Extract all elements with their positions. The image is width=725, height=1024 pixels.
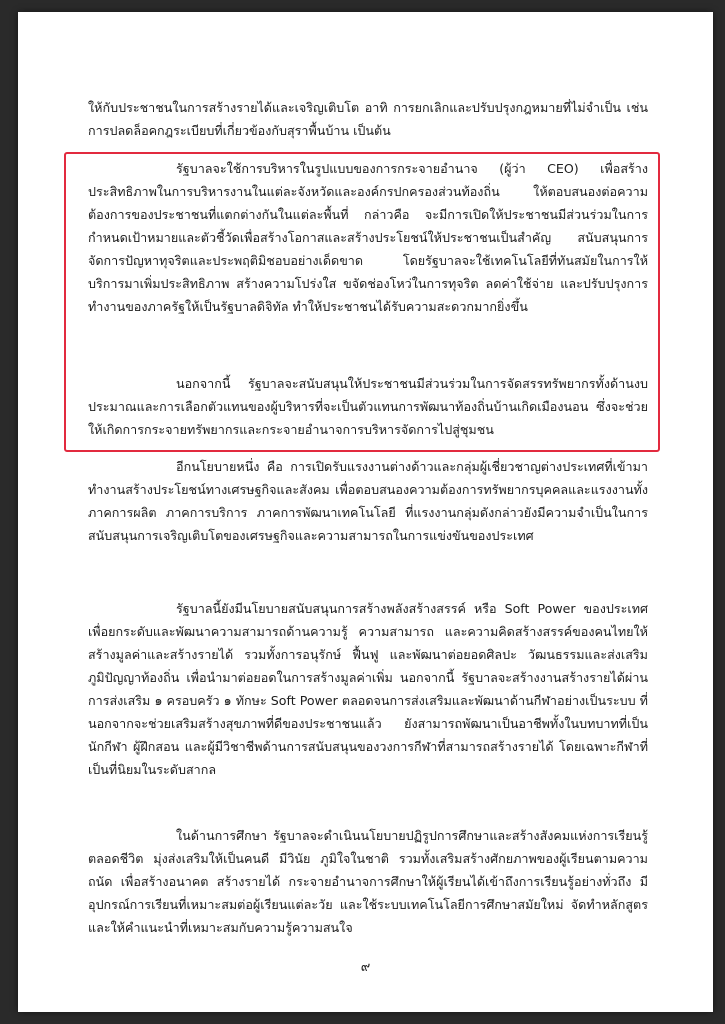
- document-page: [18, 12, 713, 1012]
- paragraph-intro-continuation: ให้กับประชาชนในการสร้างรายได้และเจริญเติบโต อาทิ การยกเลิกและปรับปรุงกฎหมายที่ไม่จำเป็น เช่น การปลดล็อคกฎระเบียบที่เกี่ยวข้องกับสุราพื้นบ้าน เป็นต้น: [88, 100, 648, 138]
- paragraph-decentralization: รัฐบาลจะใช้การบริหารในรูปแบบของการกระจายอำนาจ (ผู้ว่า CEO) เพื่อสร้างประสิทธิภาพในการบริหารงานในแต่ละจังหวัดและองค์กรปกครองส่วนท้องถิ่น ให้ตอบสนองต่อความต้องการของประชาชนที่แตกต่างกันในแต่ละพื้นที่ กล่าวคือ จะมีการเปิดให้ประชาชนมีส่วนร่วมในการกำหนดเป้าหมายและตัวชี้วัดเพื่อสร้างโอกาสและสร้างประโยชน์ให้ประชาชนเป็นสำคัญ สนับสนุนการจัดการปัญหาทุจริตและประพฤติมิชอบอย่างเด็ดขาด โดยรัฐบาลจะใช้เทคโนโลยีที่ทันสมัยในการให้บริการมาเพิ่มประสิทธิภาพ สร้างความโปร่งใส ขจัดช่องโหว่ในการทุจริต ลดค่าใช้จ่าย และปรับปรุงการทำงานของภาครัฐให้เป็นรัฐบาลดิจิทัล ทำให้ประชาชนได้รับความสะดวกมากยิ่งขึ้น: [88, 161, 648, 314]
- paragraph-soft-power: รัฐบาลนี้ยังมีนโยบายสนับสนุนการสร้างพลังสร้างสรรค์ หรือ Soft Power ของประเทศเพื่อยกระดับและพัฒนาความสามารถด้านความรู้ ความสามารถ และความคิดสร้างสรรค์ของคนไทยให้สร้างมูลค่าและสร้างรายได้ รวมทั้งการอนุรักษ์ ฟื้นฟู และพัฒนาต่อยอดศิลปะ วัฒนธรรมและส่งเสริมภูมิปัญญาท้องถิ่น เพื่อนำมาต่อยอดในการสร้างมูลค่าเพิ่ม นอกจากนี้ รัฐบาลจะสร้างงานสร้างรายได้ผ่านการส่งเสริม ๑ ครอบครัว ๑ ทักษะ Soft Power ตลอดจนการส่งเสริมและพัฒนาด้านกีฬาอย่างเป็นระบบ ที่นอกจากจะช่วยเสริมสร้างสุขภาพที่ดีของประชาชนแล้ว ยังสามารถพัฒนาเป็นอาชีพทั้งในบทบาทที่เป็นนักกีฬา ผู้ฝึกสอน และผู้มีวิชาชีพด้านการสนับสนุนของวงการกีฬาที่สามารถสร้างรายได้ โดยเฉพาะกีฬาที่เป็นที่นิยมในระดับสากล: [88, 601, 648, 777]
- paragraph-public-participation: นอกจากนี้ รัฐบาลจะสนับสนุนให้ประชาชนมีส่วนร่วมในการจัดสรรทรัพยากรทั้งด้านงบประมาณและการเลือกตัวแทนของผู้บริหารที่จะเป็นตัวแทนการพัฒนาท้องถิ่นบ้านเกิดเมืองนอน ซึ่งจะช่วยให้เกิดการกระจายทรัพยากรและกระจายอำนาจการบริหารจัดการไปสู่ชุมชน: [88, 376, 648, 437]
- paragraph-education: ในด้านการศึกษา รัฐบาลจะดำเนินนโยบายปฏิรูปการศึกษาและสร้างสังคมแห่งการเรียนรู้ตลอดชีวิต มุ่งส่งเสริมให้เป็นคนดี มีวินัย ภูมิใจในชาติ รวมทั้งเสริมสร้างศักยภาพของผู้เรียนตามความถนัด เพื่อสร้างอนาคต สร้างรายได้ กระจายอำนาจการศึกษาให้ผู้เรียนได้เข้าถึงการเรียนรู้อย่างทั่วถึง มีอุปกรณ์การเรียนที่เหมาะสมต่อผู้เรียนแต่ละวัย และใช้ระบบเทคโนโลยีการศึกษาสมัยใหม่ จัดทำหลักสูตรและให้คำแนะนำที่เหมาะสมกับความรู้ความสนใจ: [88, 828, 648, 935]
- page-number: ๙: [360, 960, 371, 975]
- paragraph-foreign-labor: อีกนโยบายหนึ่ง คือ การเปิดรับแรงงานต่างด้าวและกลุ่มผู้เชี่ยวชาญต่างประเทศที่เข้ามาทำงานสร้างประโยชน์ทางเศรษฐกิจและสังคม เพื่อตอบสนองความต้องการทรัพยากรบุคคลและแรงงานทั้งภาคการผลิต ภาคการบริการ ภาคการพัฒนาเทคโนโลยี ที่แรงงานกลุ่มดังกล่าวยังมีความจำเป็นในการสนับสนุนการเจริญเติบโตของเศรษฐกิจและความสามารถในการแข่งขันของประเทศ: [88, 459, 648, 543]
